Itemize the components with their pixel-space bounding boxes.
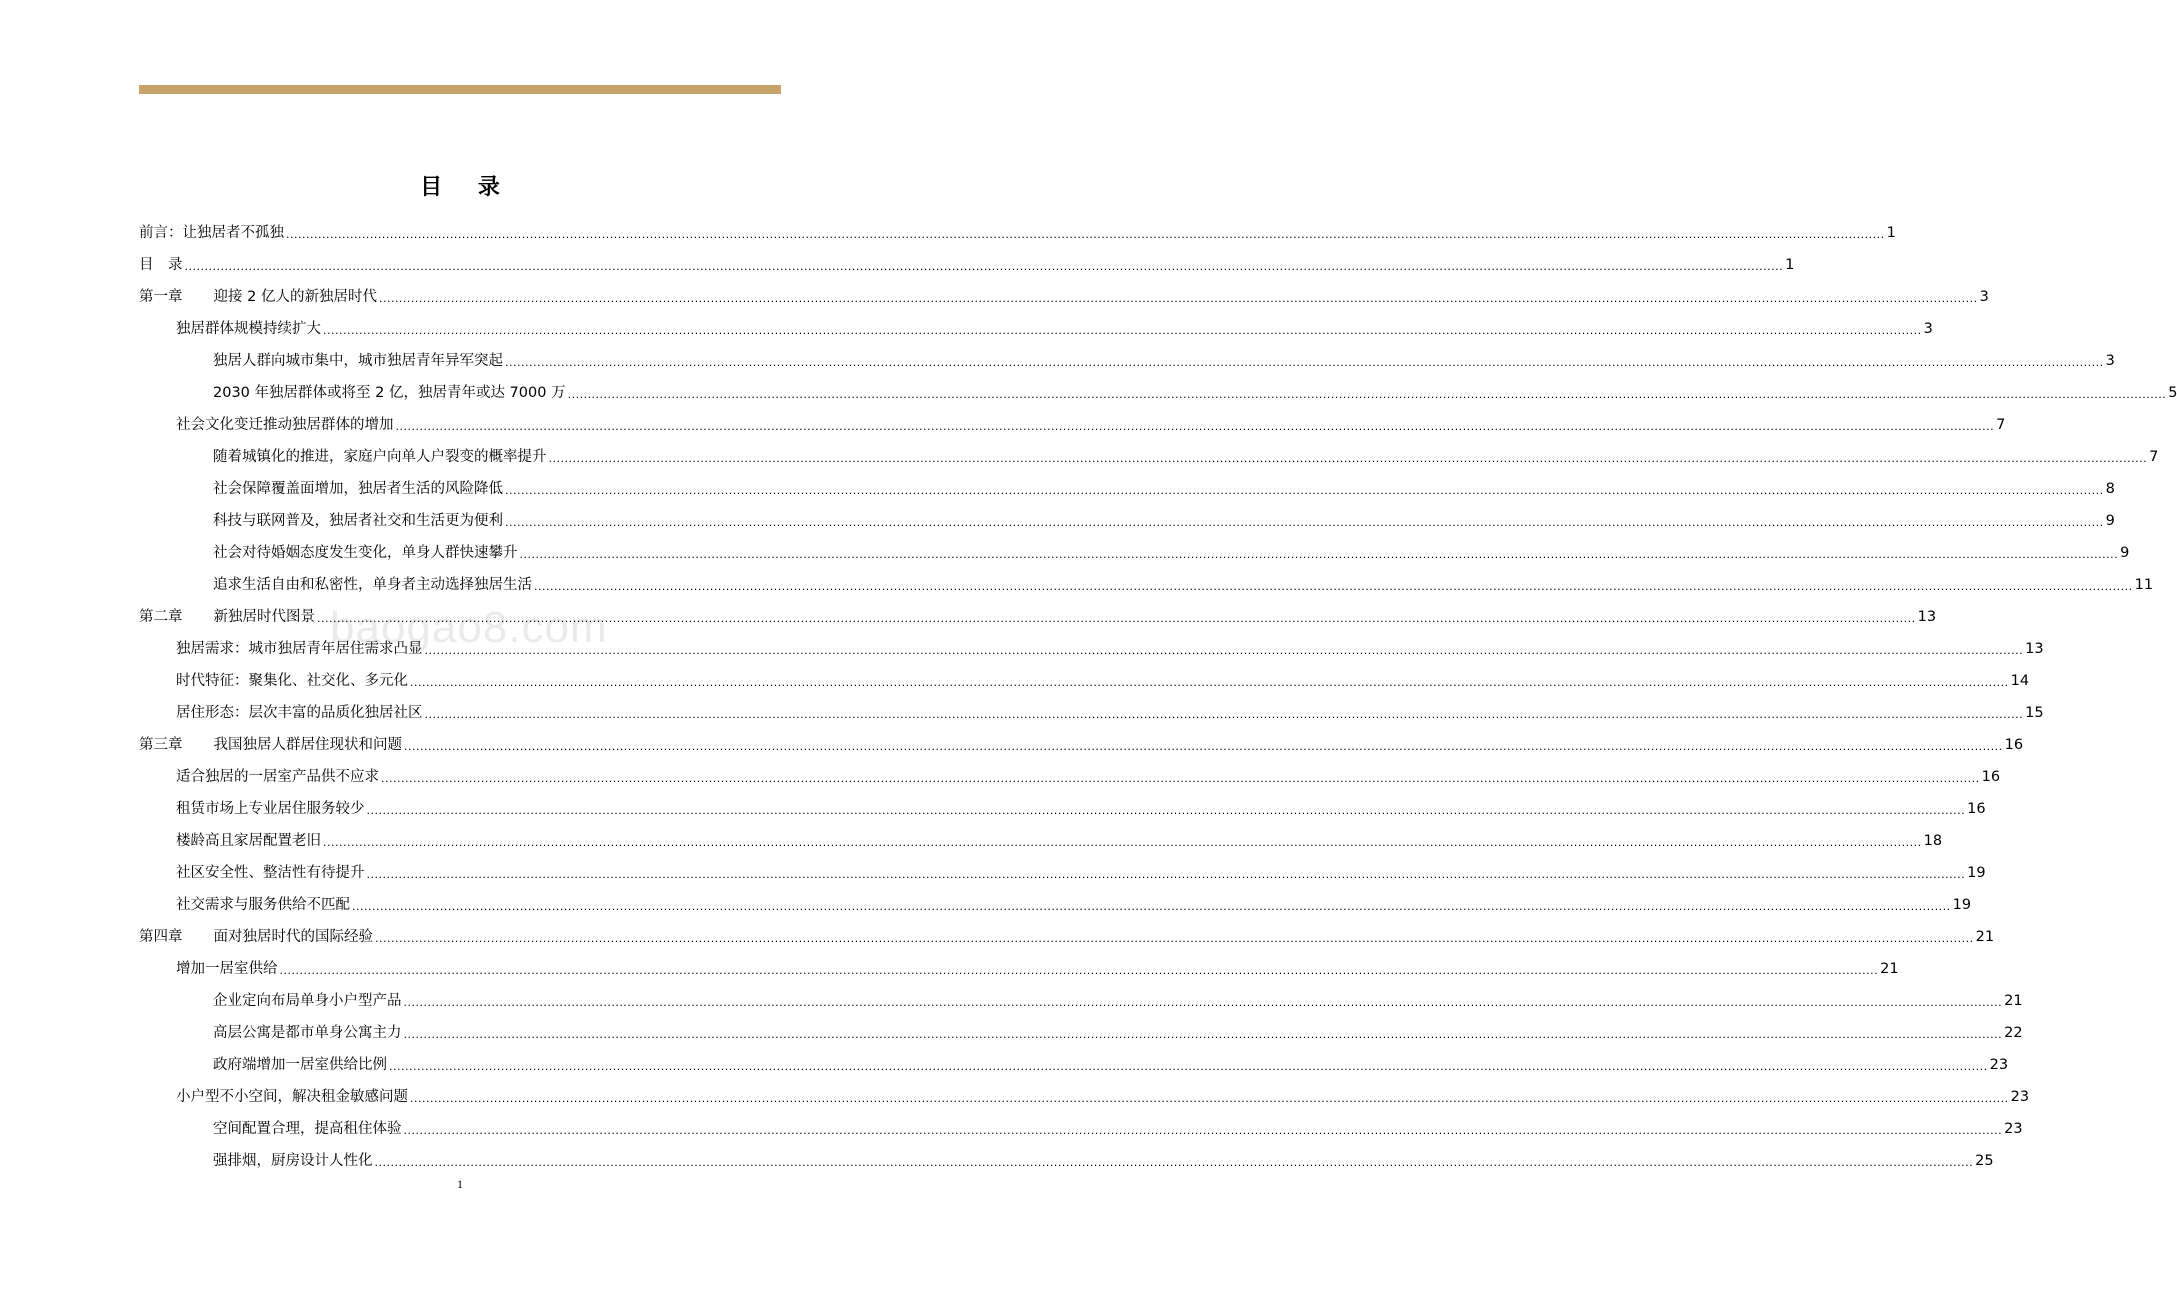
toc-entry-title: 社会文化变迁推动独居群体的增加 [176,417,394,433]
toc-entry[interactable] [213,1022,2023,1044]
toc-page-number: 9 [2105,513,2115,529]
toc-entry[interactable] [213,574,2154,596]
toc-entry[interactable] [176,638,2044,660]
toc-leader-dots: ................................................................................................................................................................................................................................................................................................................................................................................................................ [534,580,2133,593]
toc-page-number: 21 [2004,993,2023,1009]
toc-entry[interactable] [213,1118,2023,1140]
toc-leader-dots: ................................................................................................................................................................................................................................................................................................................................................................................................................ [410,1092,2009,1105]
toc-entry-title: 企业定向布局单身小户型产品 [213,993,402,1009]
toc-entry-title: 时代特征：聚集化、社交化、多元化 [176,673,408,689]
toc-entry-title: 独居人群向城市集中，城市独居青年异军突起 [213,353,503,369]
toc-entry[interactable] [213,382,2177,404]
toc-page-number: 25 [1975,1153,1994,1169]
page-title: 目 录 [420,175,514,200]
toc-entry[interactable] [139,734,2024,756]
toc-page-number: 16 [1967,801,1986,817]
toc-leader-dots: ................................................................................................................................................................................................................................................................................................................................................................................................................ [323,324,1922,337]
toc-leader-dots: ................................................................................................................................................................................................................................................................................................................................................................................................................ [567,388,2167,401]
toc-leader-dots: ................................................................................................................................................................................................................................................................................................................................................................................................................ [505,356,2104,369]
toc-page-number: 13 [2025,641,2044,657]
toc-entry-title: 独居群体规模持续扩大 [176,321,321,337]
toc-page-number: 3 [1923,321,1933,337]
toc-page-number: 11 [2134,577,2154,593]
watermark-text: baogao8.com [330,603,608,652]
toc-page-number: 19 [1967,865,1986,881]
toc-leader-dots: ................................................................................................................................................................................................................................................................................................................................................................................................................ [366,868,1966,881]
toc-page-number: 1 [1785,257,1795,273]
toc-entry-title: 高层公寓是都市单身公寓主力 [213,1025,402,1041]
toc-entry[interactable] [176,414,2006,436]
toc-entry[interactable] [176,830,1943,852]
toc-leader-dots: ................................................................................................................................................................................................................................................................................................................................................................................................................ [286,228,1885,241]
toc-entry[interactable] [176,894,1972,916]
toc-leader-dots: ................................................................................................................................................................................................................................................................................................................................................................................................................ [403,996,2003,1009]
toc-page-number: 22 [2004,1025,2023,1041]
toc-leader-dots: ................................................................................................................................................................................................................................................................................................................................................................................................................ [279,964,1879,977]
toc-entry[interactable] [176,1086,2030,1108]
toc-entry-title: 社区安全性、整洁性有待提升 [176,865,365,881]
toc-entry[interactable] [213,446,2159,468]
toc-entry-title: 我国独居人群居住现状和问题 [213,737,402,753]
toc-leader-dots: ................................................................................................................................................................................................................................................................................................................................................................................................................ [323,836,1922,849]
toc-entry-title: 楼龄高且家居配置老旧 [176,833,321,849]
toc-page-number: 13 [1917,609,1937,625]
toc-leader-dots: ................................................................................................................................................................................................................................................................................................................................................................................................................ [403,1124,2003,1137]
toc-page-number: 3 [1979,289,1989,305]
toc-entry-title: 空间配置合理，提高租住体验 [213,1121,402,1137]
toc-entry-title: 科技与联网普及，独居者社交和生活更为便利 [213,513,503,529]
toc-leader-dots: ................................................................................................................................................................................................................................................................................................................................................................................................................ [548,452,2148,465]
toc-leader-dots: ................................................................................................................................................................................................................................................................................................................................................................................................................ [519,548,2119,561]
toc-entry-title: 新独居时代图景 [213,609,315,625]
toc-entry-title: 随着城镇化的推进，家庭户向单人户裂变的概率提升 [213,449,547,465]
toc-entry[interactable] [176,958,1899,980]
toc-entry[interactable] [139,606,1937,628]
toc-leader-dots: ................................................................................................................................................................................................................................................................................................................................................................................................................ [403,1028,2003,1041]
toc-leader-dots: ................................................................................................................................................................................................................................................................................................................................................................................................................ [424,708,2024,721]
toc-leader-dots: ................................................................................................................................................................................................................................................................................................................................................................................................................ [378,292,1978,305]
toc-entry[interactable] [213,510,2115,532]
toc-entry-title: 租赁市场上专业居住服务较少 [176,801,365,817]
toc-leader-dots: ................................................................................................................................................................................................................................................................................................................................................................................................................ [381,772,1980,785]
toc-chapter-label: 第四章 [139,929,183,945]
toc-entry-title: 小户型不小空间，解决租金敏感问题 [176,1089,408,1105]
toc-entry-title: 强排烟，厨房设计人性化 [213,1153,373,1169]
toc-page-number: 21 [1975,929,1995,945]
toc-entry[interactable] [213,542,2130,564]
toc-entry-title: 政府端增加一居室供给比例 [213,1057,387,1073]
toc-entry[interactable] [176,670,2030,692]
toc-page-number: 7 [1996,417,2006,433]
toc-leader-dots: ................................................................................................................................................................................................................................................................................................................................................................................................................ [352,900,1951,913]
toc-entry[interactable] [139,222,1896,244]
header-accent-bar [139,85,781,94]
toc-entry-title: 前言：让独居者不孤独 [139,225,284,241]
toc-page-number: 19 [1952,897,1972,913]
toc-entry[interactable] [213,990,2023,1012]
toc-entry[interactable] [213,478,2115,500]
toc-entry[interactable] [176,702,2044,724]
toc-page-number: 3 [2105,353,2115,369]
toc-entry[interactable] [139,254,1795,276]
toc-entry-title: 适合独居的一居室产品供不应求 [176,769,379,785]
toc-leader-dots: ................................................................................................................................................................................................................................................................................................................................................................................................................ [184,260,1784,273]
toc-page-number: 23 [2010,1089,2030,1105]
toc-entry[interactable] [213,1150,1994,1172]
toc-entry[interactable] [213,1054,2009,1076]
toc-page-number: 9 [2120,545,2130,561]
toc-leader-dots: ................................................................................................................................................................................................................................................................................................................................................................................................................ [505,516,2104,529]
toc-entry[interactable] [176,862,1986,884]
toc-leader-dots: ................................................................................................................................................................................................................................................................................................................................................................................................................ [404,740,2003,753]
toc-entry-title: 增加一居室供给 [176,961,278,977]
toc-leader-dots: ................................................................................................................................................................................................................................................................................................................................................................................................................ [424,644,2024,657]
toc-entry-title: 独居需求：城市独居青年居住需求凸显 [176,641,423,657]
toc-page-number: 8 [2105,481,2115,497]
toc-entry-title: 居住形态：层次丰富的品质化独居社区 [176,705,423,721]
toc-leader-dots: ................................................................................................................................................................................................................................................................................................................................................................................................................ [366,804,1966,817]
toc-leader-dots: ................................................................................................................................................................................................................................................................................................................................................................................................................ [374,1156,1974,1169]
toc-entry-title: 面对独居时代的国际经验 [213,929,373,945]
toc-leader-dots: ................................................................................................................................................................................................................................................................................................................................................................................................................ [395,420,1995,433]
toc-leader-dots: ................................................................................................................................................................................................................................................................................................................................................................................................................ [410,676,2009,689]
toc-entry[interactable] [213,350,2115,372]
toc-page-number: 16 [2004,737,2024,753]
toc-entry-title: 社会对待婚姻态度发生变化，单身人群快速攀升 [213,545,518,561]
toc-leader-dots: ................................................................................................................................................................................................................................................................................................................................................................................................................ [317,612,1916,625]
toc-entry-title: 追求生活自由和私密性，单身者主动选择独居生活 [213,577,532,593]
toc-entry[interactable] [176,798,1986,820]
toc-page-number: 23 [2004,1121,2023,1137]
toc-chapter-label: 第二章 [139,609,183,625]
page-number: 1 [457,1177,463,1191]
toc-entry-title: 社交需求与服务供给不匹配 [176,897,350,913]
toc-entry[interactable] [139,286,1989,308]
toc-entry-title: 2030 年独居群体或将至 2 亿，独居青年或达 7000 万 [213,385,566,401]
toc-page-number: 18 [1923,833,1943,849]
toc-entry-title: 社会保障覆盖面增加，独居者生活的风险降低 [213,481,503,497]
toc-chapter-label: 第一章 [139,289,183,305]
toc-leader-dots: ................................................................................................................................................................................................................................................................................................................................................................................................................ [505,484,2104,497]
toc-entry-title: 迎接 2 亿人的新独居时代 [213,289,377,305]
toc-page-number: 21 [1880,961,1899,977]
toc-leader-dots: ................................................................................................................................................................................................................................................................................................................................................................................................................ [389,1060,1988,1073]
toc-entry[interactable] [176,318,1933,340]
toc-page-number: 1 [1886,225,1896,241]
toc-page-number: 14 [2010,673,2030,689]
toc-entry[interactable] [139,926,1995,948]
toc-chapter-label: 第三章 [139,737,183,753]
toc-page-number: 5 [2168,385,2177,401]
toc-page-number: 23 [1989,1057,2009,1073]
toc-page-number: 7 [2149,449,2159,465]
toc-entry[interactable] [176,766,2001,788]
toc-page-number: 15 [2025,705,2044,721]
toc-page-number: 16 [1981,769,2001,785]
toc-leader-dots: ................................................................................................................................................................................................................................................................................................................................................................................................................ [375,932,1974,945]
toc-entry-title: 目 录 [139,257,183,273]
